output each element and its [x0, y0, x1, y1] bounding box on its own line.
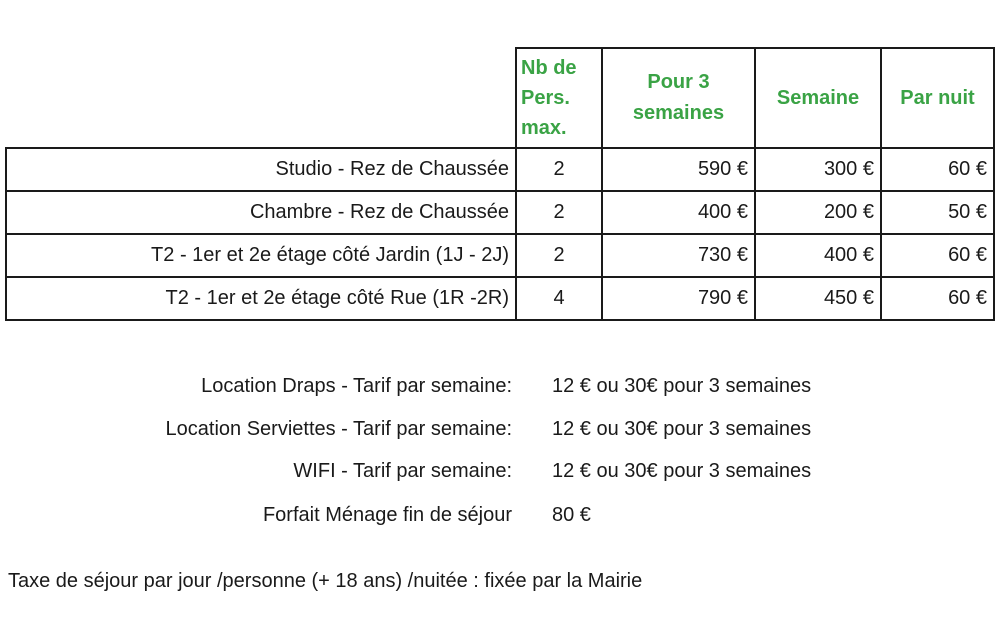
row-max-persons: 2	[516, 148, 602, 191]
extra-wifi	[0, 456, 1000, 486]
table-row	[6, 148, 994, 191]
header-three-weeks	[602, 48, 755, 148]
header-three-weeks-line-2: semaines	[632, 102, 725, 124]
header-pers-line-2: Pers.	[521, 87, 570, 109]
row-week-price: 300 €	[755, 148, 881, 191]
row-week-price: 400 €	[755, 234, 881, 277]
extra-value: 12 € ou 30€ pour 3 semaines	[552, 418, 812, 440]
extra-cleaning	[0, 500, 1000, 530]
row-night-price: 60 €	[881, 234, 994, 277]
row-label: Studio - Rez de Chaussée	[6, 148, 516, 191]
row-three-weeks-price: 730 €	[602, 234, 755, 277]
extra-towels	[0, 414, 1000, 444]
row-night-price: 50 €	[881, 191, 994, 234]
extra-value: 80 €	[552, 504, 591, 526]
row-night-price: 60 €	[881, 277, 994, 320]
row-week-price: 450 €	[755, 277, 881, 320]
header-pers-line-1: Nb de	[521, 57, 577, 79]
table-row	[6, 234, 994, 277]
row-max-persons: 4	[516, 277, 602, 320]
row-week-price: 200 €	[755, 191, 881, 234]
extra-label: Location Serviettes - Tarif par semaine:	[165, 418, 512, 440]
row-label: T2 - 1er et 2e étage côté Jardin (1J - 2J)	[6, 234, 516, 277]
header-week: Semaine	[755, 48, 881, 148]
table-row	[6, 277, 994, 320]
row-max-persons: 2	[516, 191, 602, 234]
row-three-weeks-price: 590 €	[602, 148, 755, 191]
header-night: Par nuit	[881, 48, 994, 148]
row-three-weeks-price: 790 €	[602, 277, 755, 320]
header-max-persons	[516, 48, 602, 148]
row-night-price: 60 €	[881, 148, 994, 191]
row-label: Chambre - Rez de Chaussée	[6, 191, 516, 234]
header-empty-cell	[6, 48, 516, 148]
table-row	[6, 191, 994, 234]
tax-note: Taxe de séjour par jour /personne (+ 18 ans) /nuitée : fixée par la Mairie	[8, 570, 643, 592]
row-label: T2 - 1er et 2e étage côté Rue (1R -2R)	[6, 277, 516, 320]
extra-label: WIFI - Tarif par semaine:	[293, 460, 512, 482]
extra-sheets	[0, 371, 1000, 401]
price-table	[5, 47, 995, 321]
extra-label: Location Draps - Tarif par semaine:	[201, 375, 512, 397]
extra-value: 12 € ou 30€ pour 3 semaines	[552, 375, 812, 397]
row-three-weeks-price: 400 €	[602, 191, 755, 234]
header-three-weeks-line-1: Pour 3	[647, 71, 710, 93]
header-row	[6, 48, 994, 148]
extra-label: Forfait Ménage fin de séjour	[262, 504, 512, 526]
extra-value: 12 € ou 30€ pour 3 semaines	[552, 460, 812, 482]
header-pers-line-3: max.	[521, 117, 567, 139]
row-max-persons: 2	[516, 234, 602, 277]
